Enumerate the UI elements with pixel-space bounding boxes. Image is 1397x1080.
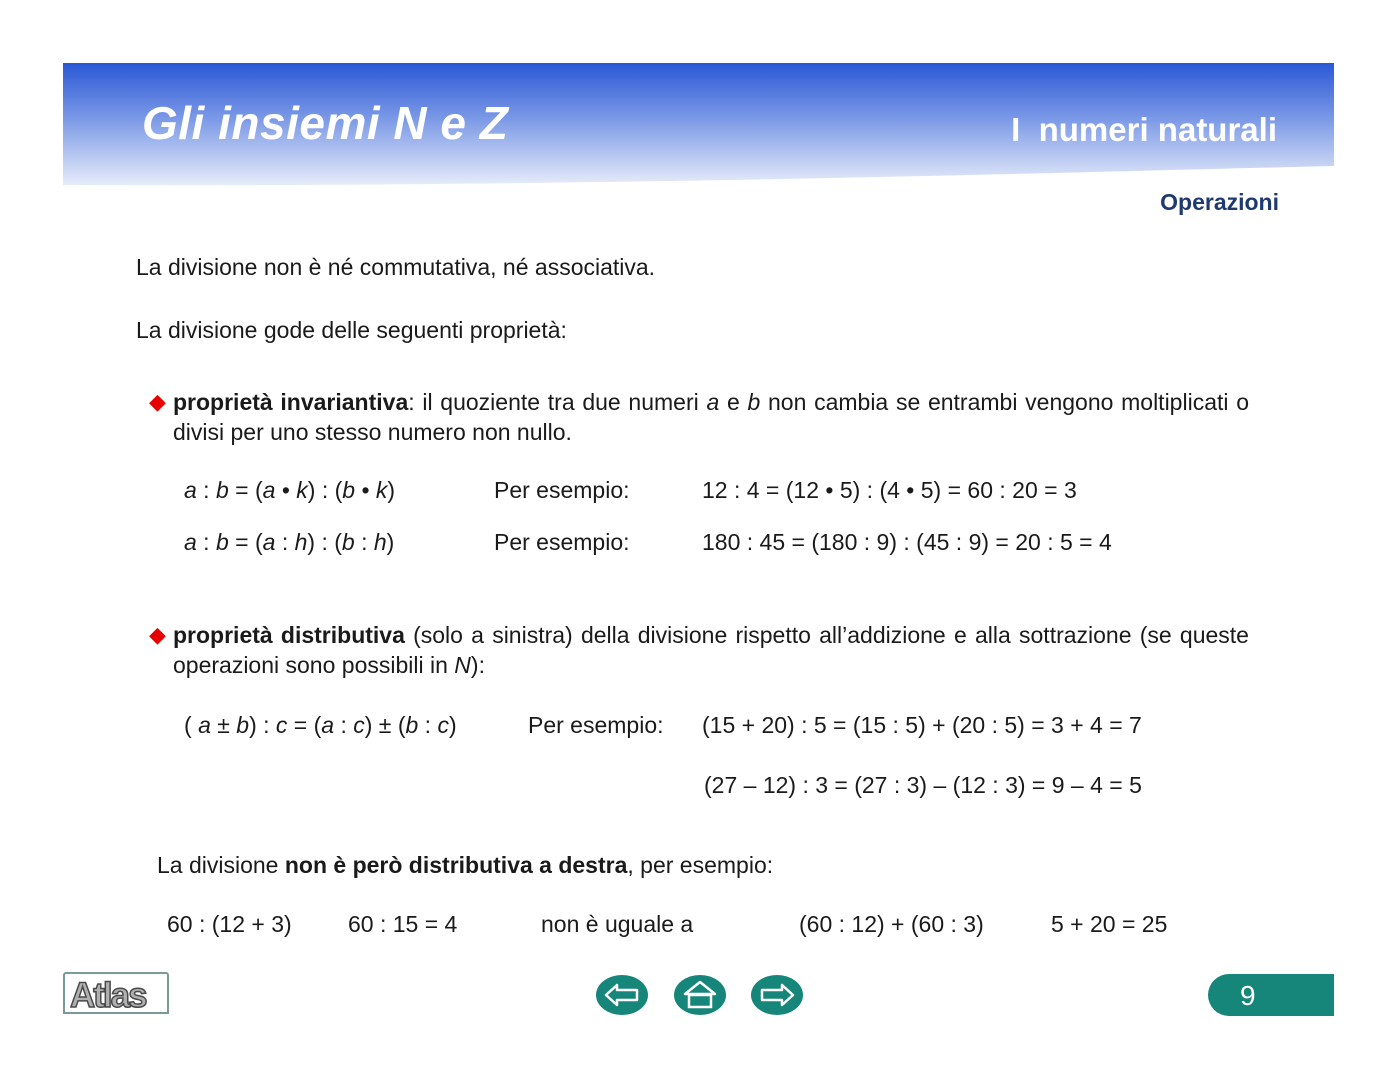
atlas-logo-text: Atlas [70, 976, 146, 1015]
destra-expr-5: 5 + 20 = 25 [1051, 911, 1168, 937]
destra-term: non è però distributiva a destra [284, 852, 628, 878]
invariantiva-example-2: 180 : 45 = (180 : 9) : (45 : 9) = 20 : 5 = 4 [702, 529, 1112, 555]
page-title: Gli insiemi N e Z [142, 97, 509, 149]
home-icon[interactable] [673, 974, 727, 1016]
destra-expr-2: 60 : 15 = 4 [348, 911, 458, 937]
invariantiva-text-2: e [719, 389, 748, 415]
bullet-diamond-icon: ◆ [149, 389, 166, 414]
destra-text-2: , per esempio: [627, 852, 774, 878]
distributiva-example-2: (27 – 12) : 3 = (27 : 3) – (12 : 3) = 9 – 4 = 5 [704, 772, 1142, 798]
set-n: N [454, 652, 471, 678]
distributiva-text-1: (solo a sinistra) della divisione rispetto all’addizione e alla sottrazione (se queste operazioni sono possibili in [173, 622, 1249, 678]
distributiva-term: proprietà distributiva [173, 622, 405, 648]
invariantiva-term: proprietà invariantiva [173, 389, 409, 415]
distributiva-formula: ( a ± b) : c = (a : c) ± (b : c) [184, 712, 457, 738]
bullet-diamond-icon: ◆ [149, 622, 166, 647]
var-b: b [747, 389, 761, 415]
subsection-title: Operazioni [1160, 189, 1279, 215]
var-a: a [706, 389, 720, 415]
arrow-right-icon[interactable] [750, 974, 804, 1016]
example-label: Per esempio: [494, 477, 630, 503]
invariantiva-formula-1: a : b = (a • k) : (b • k) [184, 477, 396, 503]
example-label: Per esempio: [528, 712, 664, 738]
example-label: Per esempio: [494, 529, 630, 555]
section-title: I numeri naturali [1011, 111, 1277, 148]
page-number-tab [1208, 974, 1334, 1016]
destra-expr-4: (60 : 12) + (60 : 3) [799, 911, 984, 937]
invariantiva-formula-2: a : b = (a : h) : (b : h) [184, 529, 395, 555]
intro-line-1: La divisione non è né commutativa, né associativa. [136, 254, 656, 280]
distributiva-paragraph [173, 620, 1249, 680]
destra-text-1: La divisione [157, 852, 285, 878]
distributiva-example-1: (15 + 20) : 5 = (15 : 5) + (20 : 5) = 3 + 4 = 7 [702, 712, 1142, 738]
invariantiva-text-1: : il quoziente tra due numeri [408, 389, 707, 415]
destra-expr-3: non è uguale a [541, 911, 694, 937]
invariantiva-paragraph [173, 387, 1249, 447]
destra-expr-1: 60 : (12 + 3) [167, 911, 292, 937]
arrow-left-icon[interactable] [595, 974, 649, 1016]
invariantiva-example-1: 12 : 4 = (12 • 5) : (4 • 5) = 60 : 20 = 3 [702, 477, 1077, 503]
page-number: 9 [1240, 980, 1256, 1011]
intro-line-2: La divisione gode delle seguenti proprietà: [136, 317, 567, 343]
invariantiva-text-3: non cambia se entrambi vengono moltiplicati o divisi per uno stesso numero non nullo. [173, 389, 1249, 445]
distributiva-text-2: ): [470, 652, 485, 678]
destra-paragraph [157, 850, 773, 880]
